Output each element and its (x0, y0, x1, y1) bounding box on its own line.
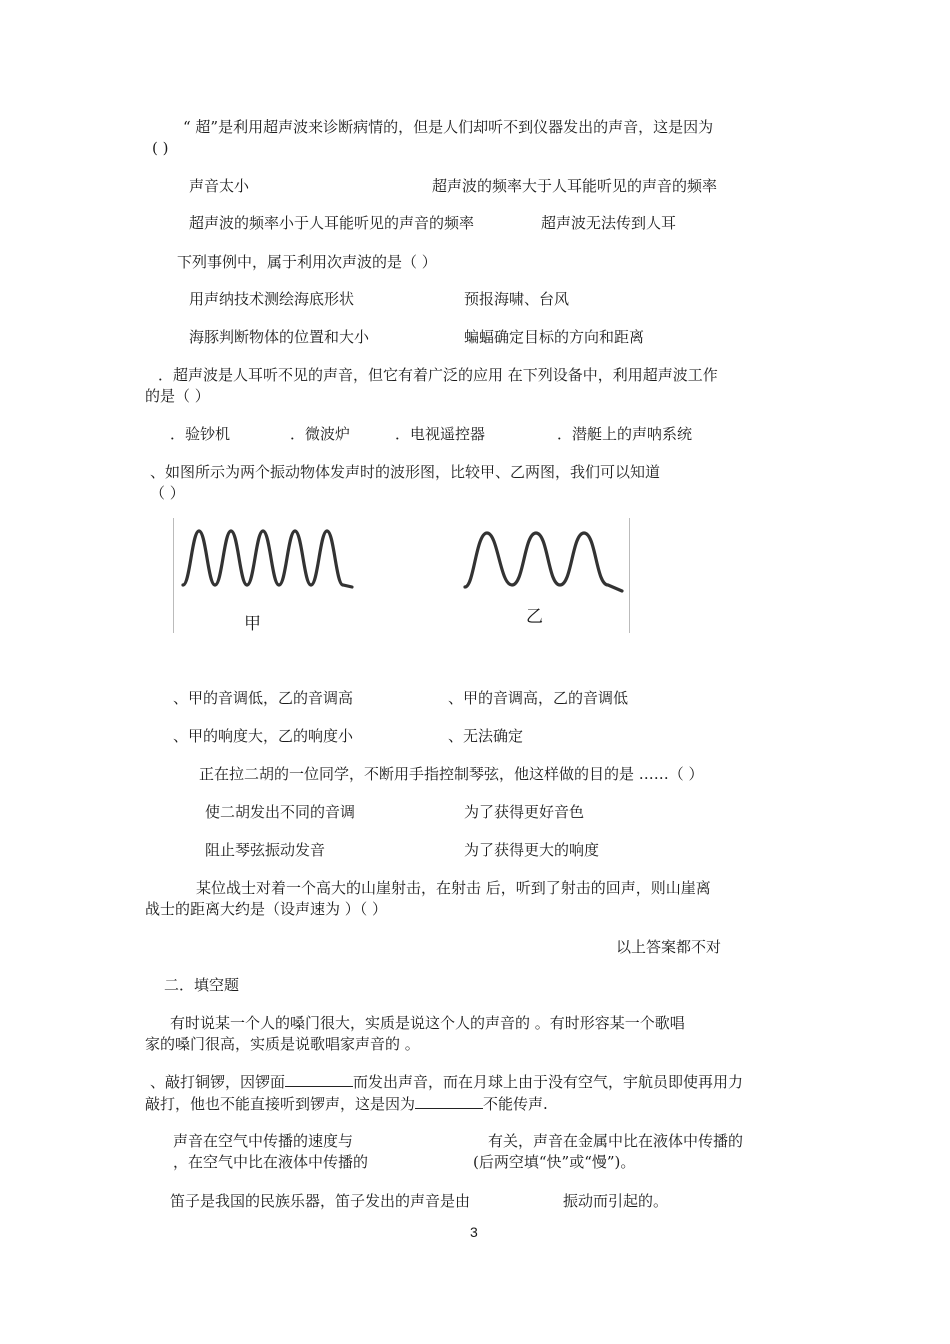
q3-option-d: ．潜艇上的声呐系统 (557, 425, 693, 443)
q4-option-c: 、甲的响度大，乙的响度小 (173, 727, 354, 745)
f4-line1-part2: 振动而引起的。 (563, 1192, 669, 1210)
q3-option-c: ．电视遥控器 (395, 425, 486, 443)
section-title-fill-in: 二．填空题 (164, 976, 240, 994)
q1-option-d: 超声波无法传到人耳 (541, 214, 677, 232)
q2-option-c: 海豚判断物体的位置和大小 (189, 328, 370, 346)
figure-label-yi: 乙 (526, 607, 543, 627)
q5-option-a: 使二胡发出不同的音调 (205, 803, 356, 821)
waveform-jia (180, 525, 360, 595)
f2-line1-part2: 而发出声音，而在月球上由于没有空气，宇航员即使再用力 (353, 1073, 744, 1091)
f2-line1 (150, 1072, 743, 1092)
q3-option-a: ．验钞机 (170, 425, 231, 443)
q4-option-b: 、甲的音调高，乙的音调低 (448, 689, 629, 707)
q3-option-b: ．微波炉 (290, 425, 351, 443)
q2-option-a: 用声纳技术测绘海底形状 (189, 290, 355, 308)
q2-option-d: 蝙蝠确定目标的方向和距离 (464, 328, 645, 346)
f4-line1-part1: 笛子是我国的民族乐器，笛子发出的声音是由 (170, 1192, 471, 1210)
f2-answer-blank-2 (415, 1094, 483, 1109)
f1-line2: 家的嗓门很高，实质是说歌唱家声音的 。 (145, 1035, 420, 1053)
f3-line2-part2: (后两空填“快”或“慢”)。 (473, 1153, 636, 1171)
q1-stem-line1: “ 超”是利用超声波来诊断病情的，但是人们却听不到仪器发出的声音，这是因为 (183, 118, 714, 136)
f3-line1-part2: 有关，声音在金属中比在液体中传播的 (488, 1132, 744, 1150)
q5-option-c: 阻止琴弦振动发音 (205, 841, 326, 859)
q4-stem-line2: （ ） (150, 484, 185, 502)
q1-option-c: 超声波的频率小于人耳能听见的声音的频率 (189, 214, 475, 232)
f2-line2-part2: 不能传声. (483, 1095, 548, 1113)
q1-option-b: 超声波的频率大于人耳能听见的声音的频率 (432, 177, 718, 195)
page-number: 3 (470, 1224, 478, 1240)
waveform-yi (462, 525, 632, 595)
q1-option-a: 声音太小 (189, 177, 250, 195)
q5-option-b: 为了获得更好音色 (464, 803, 585, 821)
q6-option-d: 以上答案都不对 (616, 938, 722, 956)
q6-stem-line1: 某位战士对着一个高大的山崖射击，在射击 后，听到了射击的回声，则山崖离 (196, 879, 711, 897)
q6-stem-line2: 战士的距离大约是（设声速为 ）（ ） (145, 900, 388, 918)
figure-left-border (173, 518, 174, 633)
q3-stem-line1: ．超声波是人耳听不见的声音，但它有着广泛的应用 在下列设备中，利用超声波工作 (158, 366, 718, 384)
f1-line1: 有时说某一个人的嗓门很大，实质是说这个人的声音的 。有时形容某一个歌唱 (170, 1014, 685, 1032)
q2-stem: 下列事例中，属于利用次声波的是（ ） (177, 253, 437, 271)
f3-line1-part1: 声音在空气中传播的速度与 (173, 1132, 354, 1150)
f2-line1-part1: 、敲打铜锣，因锣面 (150, 1073, 286, 1091)
q5-stem: 正在拉二胡的一位同学，不断用手指控制琴弦，他这样做的目的是 ……（ ） (199, 765, 704, 783)
q3-stem-line2: 的是（ ） (145, 387, 210, 405)
q5-option-d: 为了获得更大的响度 (464, 841, 600, 859)
f2-answer-blank-1 (285, 1072, 353, 1087)
q4-stem-line1: 、如图所示为两个振动物体发声时的波形图，比较甲、乙两图，我们可以知道 (150, 463, 661, 481)
f2-line2 (145, 1094, 548, 1114)
f2-line2-part1: 敲打，他也不能直接听到锣声，这是因为 (145, 1095, 416, 1113)
figure-label-jia: 甲 (244, 614, 261, 634)
q4-option-a: 、甲的音调低，乙的音调高 (173, 689, 354, 707)
q1-stem-line2: ( ) (152, 139, 169, 157)
q2-option-b: 预报海啸、台风 (464, 290, 570, 308)
f3-line2-part1: ，在空气中比在液体中传播的 (173, 1153, 369, 1171)
q4-option-d: 、无法确定 (448, 727, 524, 745)
